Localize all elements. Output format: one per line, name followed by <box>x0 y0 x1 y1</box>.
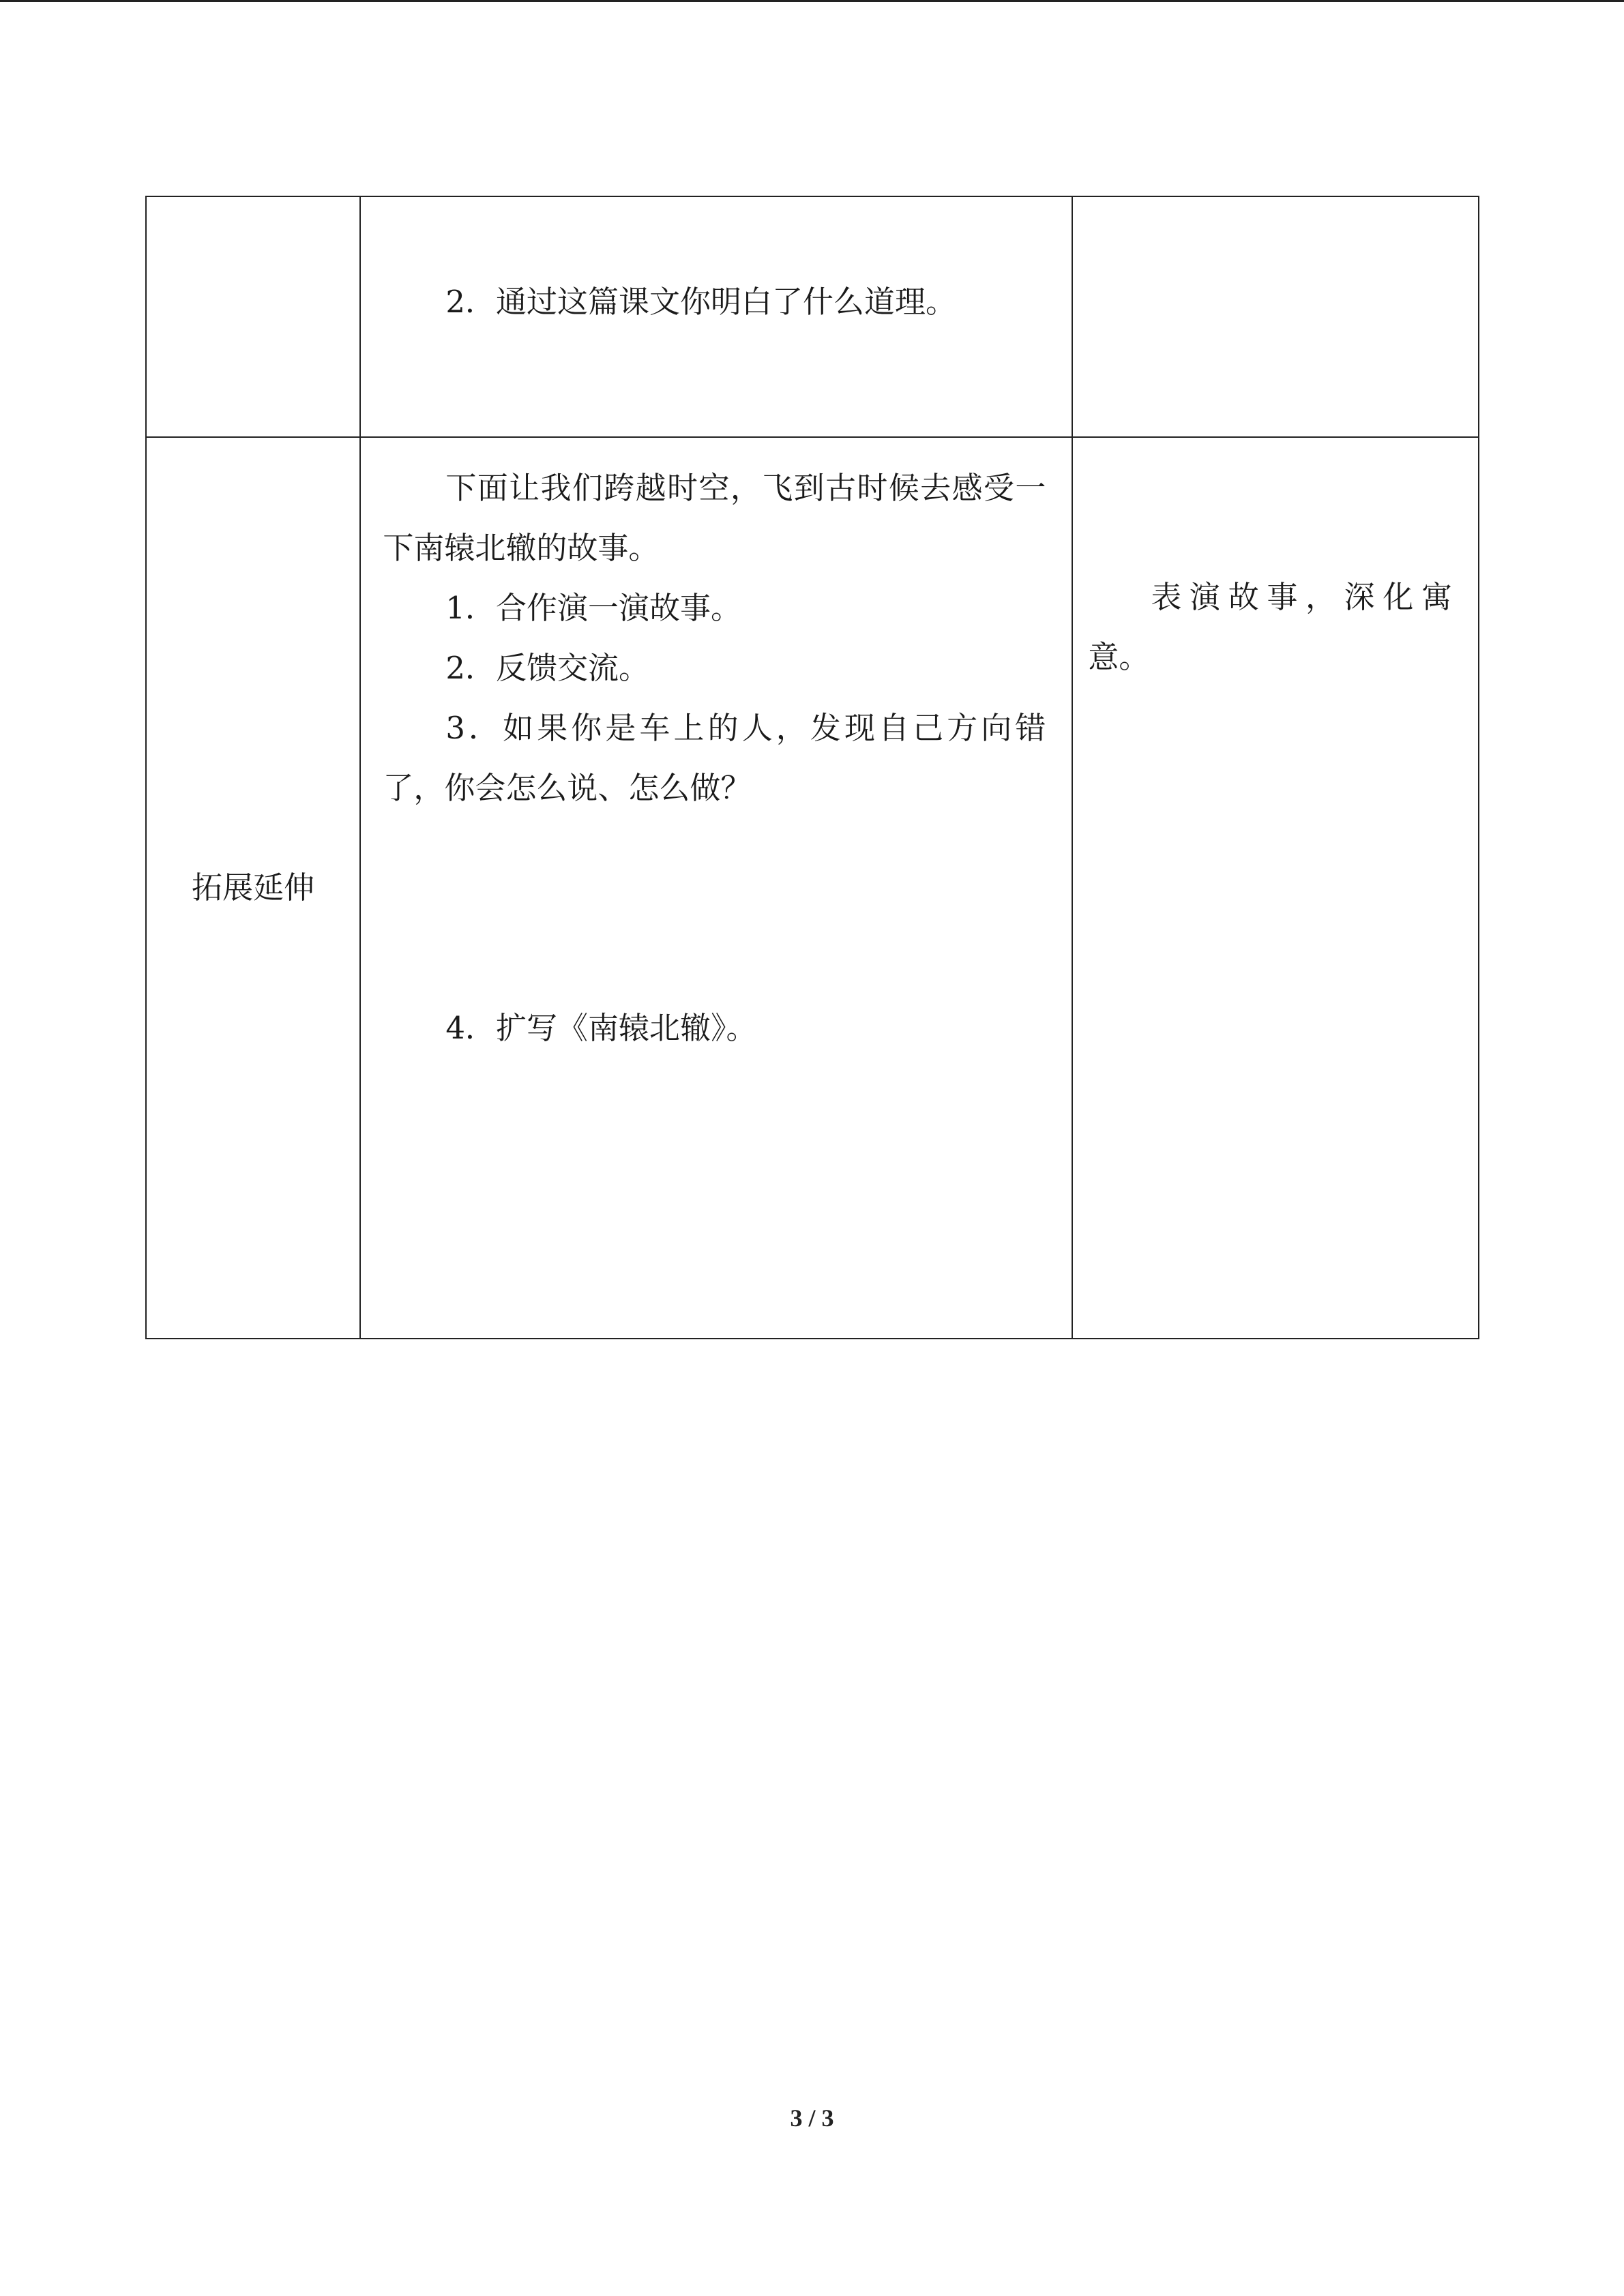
activity-cell <box>360 196 1072 437</box>
activity-paragraph: 4．扩写《南辕北辙》。 <box>445 1010 757 1046</box>
intent-text: 表演故事，深化寓意。 <box>1088 579 1452 675</box>
page-top-rule <box>0 0 1624 2</box>
lesson-plan-table <box>145 196 1479 1339</box>
stage-label: 拓展延伸 <box>192 869 315 906</box>
activity-paragraph: 2．反馈交流。 <box>445 650 649 686</box>
activity-paragraph: 2．通过这篇课文你明白了什么道理。 <box>445 284 956 320</box>
page-number: 3 / 3 <box>790 2104 834 2132</box>
table-row <box>146 196 1479 437</box>
activity-paragraph: 3．如果你是车上的人，发现自己方向错了，你会怎么说、怎么做？ <box>383 710 1046 806</box>
stage-cell <box>146 437 360 1339</box>
activity-cell <box>360 437 1072 1339</box>
intent-cell <box>1072 437 1479 1339</box>
intent-cell <box>1072 196 1479 437</box>
activity-paragraph: 下面让我们跨越时空，飞到古时候去感受一下南辕北辙的故事。 <box>383 470 1046 566</box>
activity-paragraph: 1．合作演一演故事。 <box>445 590 741 626</box>
stage-cell <box>146 196 360 437</box>
table-row <box>146 437 1479 1339</box>
